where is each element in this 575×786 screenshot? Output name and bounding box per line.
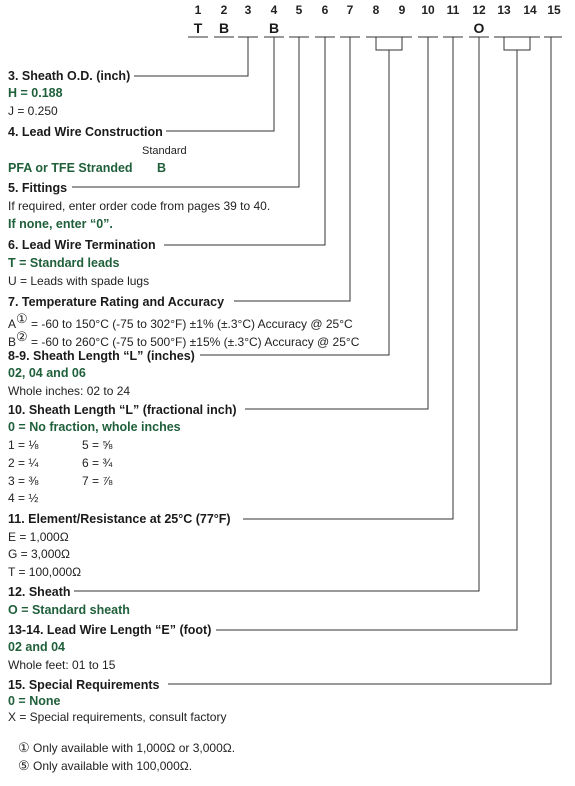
code-position-2: B: [218, 20, 230, 36]
code-position-4: B: [268, 20, 280, 36]
section-title-sheath: 12. Sheath: [8, 585, 71, 599]
footnote-1: [18, 741, 235, 755]
option: U = Leads with spade lugs: [8, 274, 150, 288]
standard-option: O = Standard sheath: [8, 603, 130, 617]
position-number: 4: [270, 3, 278, 17]
footnote-text: Only available with 100,000Ω.: [29, 759, 193, 773]
fittings-none: If none, enter “0”.: [8, 217, 113, 231]
standard-option: 0 = No fraction, whole inches: [8, 420, 181, 434]
option: Whole feet: 01 to 15: [8, 658, 116, 672]
position-number: 1: [194, 3, 202, 17]
position-number: 5: [295, 3, 303, 17]
section-title-sheath-length-fractional: 10. Sheath Length “L” (fractional inch): [8, 403, 237, 417]
option: J = 0.250: [8, 104, 58, 118]
footnote-mark: ⑤: [18, 758, 30, 773]
footnote-mark: ①: [18, 740, 30, 755]
option-letter: B: [8, 335, 17, 349]
option-b: [8, 330, 359, 349]
fraction-option: 6 = ¾: [82, 456, 113, 470]
option: G = 3,000Ω: [8, 547, 71, 561]
option: T = 100,000Ω: [8, 565, 82, 579]
fraction-option: 3 = ⅜: [8, 474, 39, 488]
section-title-lead-wire-length: 13-14. Lead Wire Length “E” (foot): [8, 623, 212, 637]
section-title-temperature-rating: 7. Temperature Rating and Accuracy: [8, 295, 225, 309]
fraction-option: 5 = ⅝: [82, 438, 113, 452]
option: X = Special requirements, consult factory: [8, 710, 227, 724]
position-number: 11: [446, 3, 460, 17]
section-title-lead-wire-construction: 4. Lead Wire Construction: [8, 125, 163, 139]
code-position-12: O: [473, 20, 485, 36]
option-code: B: [157, 161, 167, 175]
fraction-option: 1 = ⅛: [8, 438, 39, 452]
footnote-mark: ①: [16, 311, 28, 326]
position-number: 6: [321, 3, 329, 17]
fraction-option: 7 = ⅞: [82, 474, 113, 488]
footnote-mark: ②: [16, 329, 28, 344]
fraction-option: 2 = ¼: [8, 456, 39, 470]
position-number: 7: [346, 3, 354, 17]
fraction-option: 4 = ½: [8, 491, 39, 505]
position-number: 2: [220, 3, 228, 17]
section-title-lead-wire-termination: 6. Lead Wire Termination: [8, 238, 156, 252]
standard-label: Standard: [142, 145, 187, 157]
option: Whole inches: 02 to 24: [8, 384, 131, 398]
option-text: = -60 to 150°C (-75 to 302°F) ±1% (±.3°C) Accuracy @ 25°C: [27, 317, 353, 331]
section-title-sheath-od: 3. Sheath O.D. (inch): [8, 69, 131, 83]
position-number: 13: [497, 3, 511, 17]
footnote-2: [18, 759, 192, 773]
position-number: 10: [421, 3, 435, 17]
position-number: 12: [472, 3, 486, 17]
standard-option: T = Standard leads: [8, 256, 120, 270]
option-a: [8, 312, 353, 331]
position-number: 14: [523, 3, 537, 17]
code-position-1: T: [193, 20, 203, 36]
standard-option: 02 and 04: [8, 640, 65, 654]
section-title-fittings: 5. Fittings: [8, 181, 68, 195]
section-title-special-requirements: 15. Special Requirements: [8, 678, 160, 692]
section-title-sheath-length: 8-9. Sheath Length “L” (inches): [8, 349, 195, 363]
footnote-text: Only available with 1,000Ω or 3,000Ω.: [29, 741, 236, 755]
section-title-element-resistance: 11. Element/Resistance at 25°C (77°F): [8, 512, 231, 526]
position-number: 15: [547, 3, 561, 17]
option-text: = -60 to 260°C (-75 to 500°F) ±15% (±.3°C) Accuracy @ 25°C: [27, 335, 360, 349]
standard-option: 0 = None: [8, 694, 61, 708]
option-label: PFA or TFE Stranded: [8, 161, 133, 175]
option-letter: A: [8, 317, 17, 331]
fittings-instruction: If required, enter order code from pages 39 to 40.: [8, 199, 271, 213]
position-number: 9: [398, 3, 406, 17]
option: E = 1,000Ω: [8, 530, 69, 544]
position-number: 8: [372, 3, 380, 17]
standard-option: H = 0.188: [8, 86, 63, 100]
position-number: 3: [244, 3, 252, 17]
standard-option: 02, 04 and 06: [8, 366, 86, 380]
